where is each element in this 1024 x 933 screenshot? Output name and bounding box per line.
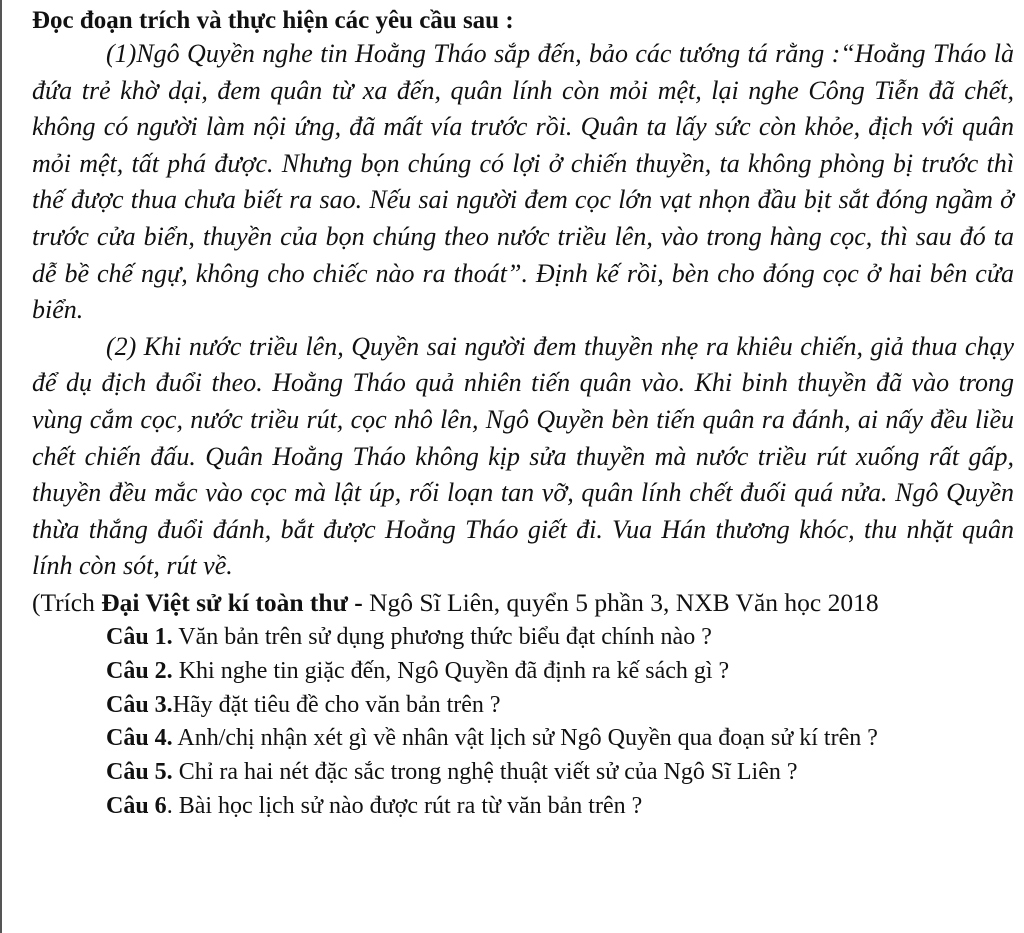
question-text: Hãy đặt tiêu đề cho văn bản trên ? [172, 691, 501, 718]
question-label: Câu 3. [106, 691, 173, 718]
question-text: Anh/chị nhận xét gì về nhân vật lịch sử Ngô Quyền qua đoạn sử kí trên ? [172, 725, 878, 752]
question-label: Câu 2. [106, 657, 173, 684]
question-text: Chỉ ra hai nét đặc sắc trong nghệ thuật viết sử của Ngô Sĩ Liên ? [172, 759, 798, 786]
source-suffix: Ngô Sĩ Liên, quyển 5 phần 3, NXB Văn học 2018 [362, 587, 879, 617]
question-label: Câu 4. [106, 725, 173, 752]
source-book-title: Đại Việt sử kí toàn thư - [101, 587, 363, 617]
question-label: Câu 5. [106, 759, 173, 786]
source-prefix: (Trích [32, 587, 102, 617]
question-item-6 [32, 790, 1014, 824]
passage-paragraph-1: (1)Ngô Quyền nghe tin Hoằng Tháo sắp đến, bảo các tướng tá rằng :“Hoằng Tháo là đứa trẻ khờ dại, đem quân từ xa đến, quân lính còn mỏi mệt, lại nghe Công Tiễn đã chết, không có người làm nội ứng, đã mất vía trước rồi. Quân ta lấy sức còn khỏe, địch với quân mỏi mệt, tất phá được. Nhưng bọn chúng có lợi ở chiến thuyền, ta không phòng bị trước thì thế được thua chưa biết ra sao. Nếu sai người đem cọc lớn vạt nhọn đầu bịt sắt đóng ngầm ở trước cửa biển, thuyền của bọn chúng theo nước triều lên, vào trong hàng cọc, thì sau đó ta dễ bề chế ngự, không cho chiếc nào ra thoát”. Định kế rồi, bèn cho đóng cọc ở hai bên cửa biển. [32, 39, 1014, 325]
question-item-4 [32, 722, 1014, 756]
source-citation [32, 585, 1014, 621]
question-label: Câu 1. [106, 623, 173, 650]
question-item-3 [32, 689, 1014, 723]
question-item-5 [32, 756, 1014, 790]
question-list [32, 621, 1014, 824]
passage-paragraph-2: (2) Khi nước triều lên, Quyền sai người đem thuyền nhẹ ra khiêu chiến, giả thua chạy để dụ địch đuổi theo. Hoằng Tháo quả nhiên tiến quân vào. Khi binh thuyền đã vào trong vùng cắm cọc, nước triều rút, cọc nhô lên, Ngô Quyền bèn tiến quân ra đánh, ai nấy đều liều chết chiến đấu. Quân Hoằng Tháo không kịp sửa thuyền mà nước triều rút xuống rất gấp, thuyền đều mắc vào cọc mà lật úp, rối loạn tan vỡ, quân lính chết đuối quá nửa. Ngô Quyền thừa thắng đuổi đánh, bắt được Hoằng Tháo giết đi. Vua Hán thương khóc, thu nhặt quân lính còn sót, rút về. [32, 331, 1014, 581]
question-item-2 [32, 655, 1014, 689]
question-text: Khi nghe tin giặc đến, Ngô Quyền đã định ra kế sách gì ? [172, 657, 730, 684]
instruction-heading: Đọc đoạn trích và thực hiện các yêu cầu sau : [32, 7, 514, 34]
question-text: . Bài học lịch sử nào được rút ra từ văn bản trên ? [166, 792, 643, 819]
question-text: Văn bản trên sử dụng phương thức biểu đạt chính nào ? [172, 623, 712, 650]
question-item-1 [32, 621, 1014, 655]
question-label: Câu 6 [106, 792, 167, 819]
